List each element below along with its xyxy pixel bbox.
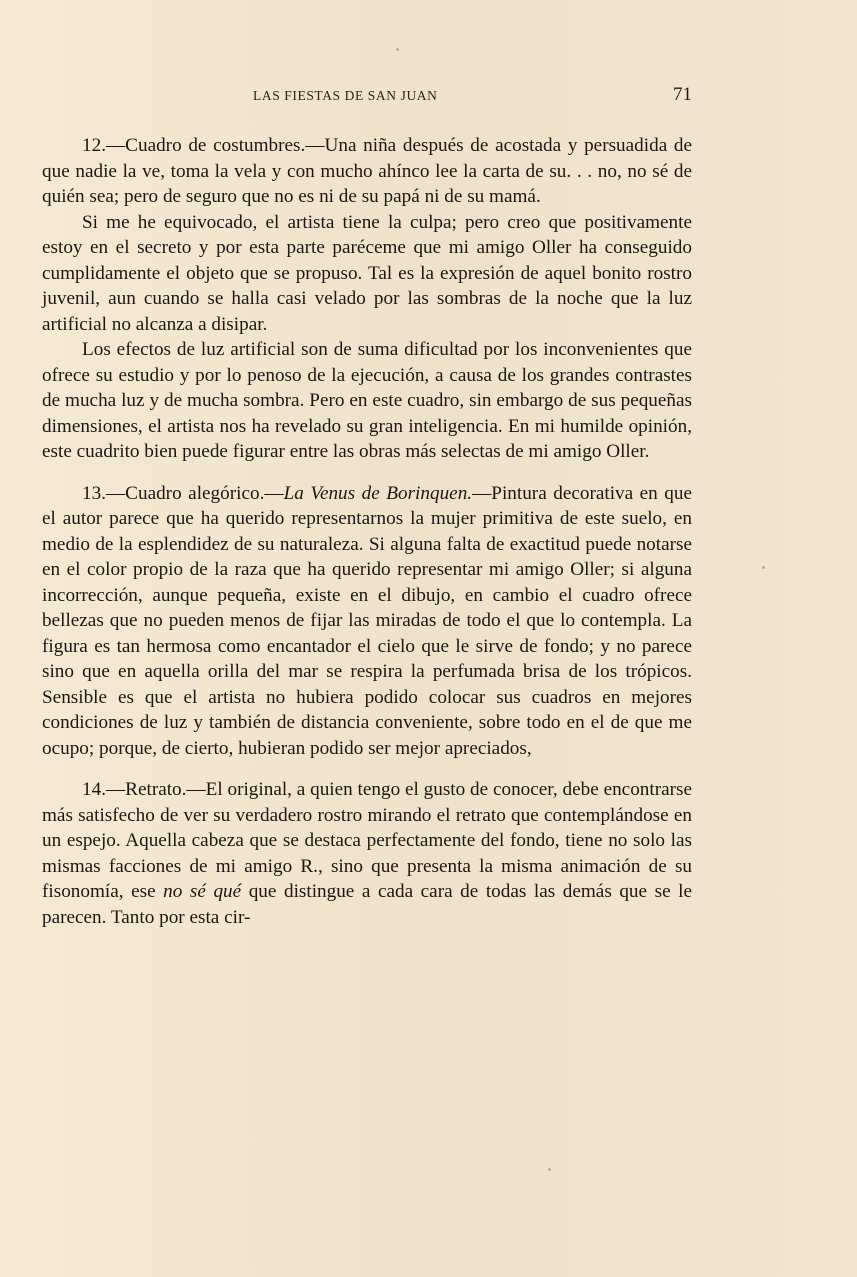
paragraph-p13 xyxy=(42,481,692,762)
paragraph-p14 xyxy=(42,777,692,930)
paragraph-text: que distingue a cada cara de todas las demás que se le parecen. Tanto por esta cir- xyxy=(42,881,692,928)
paragraph-text: —Pintura decorativa en que el autor parece que ha querido representarnos la mujer primitiva de este suelo, en medio de la esplendidez de su naturaleza. Si alguna falta de exactitud puede notarse en el color propio de la raza que ha querido representar mi amigo Oller; si alguna incorrección, aunque pequeña, existe en el dibujo, en cambio el cuadro ofrece bellezas que no pueden menos de fijar las miradas de todo el que lo contempla. La figura es tan hermosa como encantador el cielo que le sirve de fondo; y no parece sino que en aquella orilla del mar se respira la perfumada brisa de los trópicos. Sensible es que el artista no hubiera podido colocar sus cuadros en mejores condiciones de luz y también de distancia conveniente, sobre todo en el de que me ocupo; porque, de cierto, hubieran podido ser mejor apreciados, xyxy=(42,482,692,759)
paragraph-text: 14.—Retrato.—El original, a quien tengo el gusto de conocer, debe encontrarse más satisfecho de ver su verdadero rostro mirando el retrato que contemplándose en un espejo. Aquella cabeza que se destaca perfectamente del fondo, tiene no solo las mismas facciones de mi amigo R., sino que presenta la misma animación de su fisonomía, ese xyxy=(42,779,692,902)
paragraph-text: Los efectos de luz artificial son de suma dificultad por los inconvenientes que ofrece su estudio y por lo penoso de la ejecución, a causa de los grandes contrastes de mucha luz y de mucha sombra. Pero en este cuadro, sin embargo de sus pequeñas dimensiones, el artista nos ha revelado su gran inteligencia. En mi humilde opinión, este cuadrito bien puede figurar entre las obras más selectas de mi amigo Oller. xyxy=(42,339,692,462)
paragraph-p12c xyxy=(42,337,692,465)
page-number: 71 xyxy=(673,84,692,105)
italic-text: La Venus de Borinquen. xyxy=(283,482,473,504)
paragraph-text: Si me he equivocado, el artista tiene la culpa; pero creo que positivamente estoy en el secreto y por esta parte paréceme que mi amigo Oller ha conseguido cumplidamente el objeto que se propuso. Tal es la expresión de aquel bonito rostro juvenil, aun cuando se halla casi velado por las sombras de la noche que la luz artificial no alcanza a disipar. xyxy=(42,211,692,335)
running-title: LAS FIESTAS DE SAN JUAN xyxy=(253,88,438,103)
paragraph-p12a xyxy=(42,133,692,210)
speck xyxy=(396,48,399,51)
italic-text: no sé qué xyxy=(163,881,242,902)
page-header xyxy=(42,86,692,108)
paragraph-text: 12.—Cuadro de costumbres.—Una niña después de acostada y persuadida de que nadie la ve, toma la vela y con mucho ahínco lee la carta de su. . . no, no sé de quién sea; pero de seguro que no es ni de su papá ni de su mamá. xyxy=(42,135,692,207)
paragraph-text: 13.—Cuadro alegórico.— xyxy=(82,482,284,504)
body-text xyxy=(42,133,692,930)
speck xyxy=(762,566,765,569)
paragraph-p12b xyxy=(42,210,692,338)
speck xyxy=(548,1168,551,1171)
